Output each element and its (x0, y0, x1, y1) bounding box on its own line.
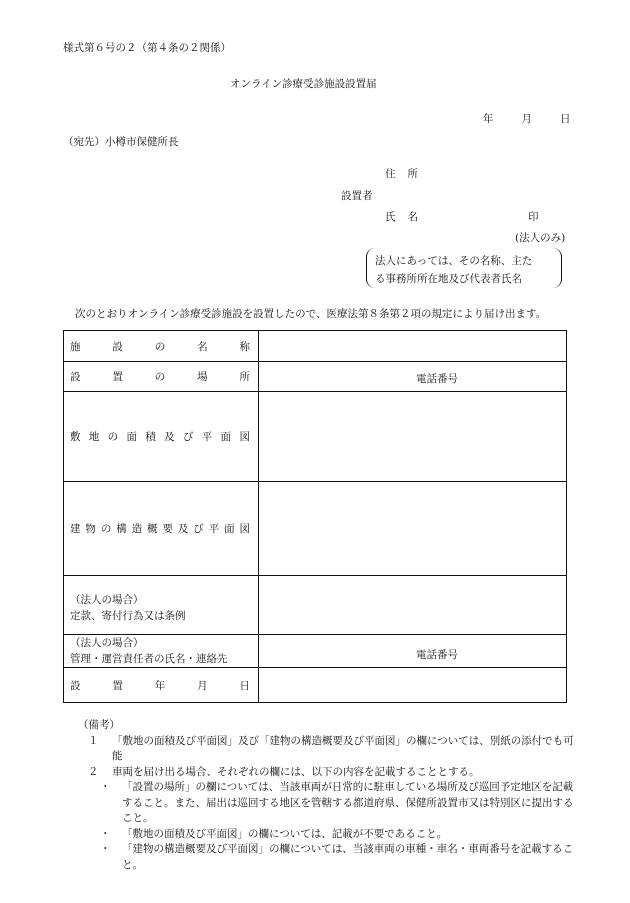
row-building-structure (64, 482, 567, 576)
label-char: 設 (112, 340, 123, 353)
row-articles (64, 576, 567, 635)
label-facility-name (64, 331, 259, 362)
label-char: 及 (177, 523, 189, 535)
label-char: び (182, 431, 194, 443)
corp-note-line2: る事務所所在地及び代表者氏名 (375, 273, 522, 285)
remark-text-1: 「敷地の面積及び平面図」及び「建物の構造概要及び平面図」の欄については、別紙の添付でも可能 (112, 734, 574, 762)
bullet-3: ・ (100, 843, 111, 855)
label-char: び (193, 523, 204, 535)
document-title: オンライン診療受診施設設置届 (230, 78, 377, 90)
label-char: 面 (126, 431, 137, 443)
corp-note-bracket (366, 248, 562, 288)
label-char: 構 (116, 523, 127, 535)
row-install-date (64, 668, 567, 703)
phone-label: 電話番号 (416, 373, 458, 385)
address-label: 住所 (385, 168, 430, 180)
input-manager[interactable] (259, 635, 567, 668)
input-site-area[interactable] (259, 392, 567, 482)
remark-number-2: ２ (88, 765, 99, 778)
label-char: 月 (197, 679, 208, 692)
remark-text-2: 車両を届け出る場合、それぞれの欄には、以下の内容を記載することとする。 (112, 765, 480, 778)
label-char: 地 (88, 431, 100, 443)
label-char: 図 (239, 523, 250, 535)
name-label: 氏名 (385, 211, 430, 223)
label-site-area (64, 392, 259, 482)
label-char: 建 (70, 523, 81, 535)
row-manager (64, 635, 567, 668)
label-char: 設 (70, 371, 81, 383)
label-char: 面 (224, 523, 235, 535)
articles-line1: （法人の場合） (70, 594, 144, 606)
label-char: 年 (154, 679, 166, 692)
articles-line2: 定款、寄付行為又は条例 (70, 610, 186, 622)
input-install-date[interactable] (259, 668, 567, 703)
label-char: 名 (197, 340, 208, 353)
label-building-structure (64, 482, 259, 576)
corp-only-note: (法人のみ) (515, 232, 566, 244)
remarks-heading: （備考） (78, 719, 120, 731)
label-char: の (154, 371, 166, 383)
manager-line1: （法人の場合） (70, 637, 144, 649)
label-char: 造 (131, 523, 143, 535)
remarks-section (70, 718, 580, 873)
label-char: 施 (70, 340, 81, 353)
row-facility-name (64, 331, 567, 362)
input-facility-name[interactable] (259, 331, 567, 362)
remark-sub-1 (100, 780, 580, 827)
label-char: の (100, 523, 112, 535)
input-articles[interactable] (259, 576, 567, 635)
label-char: 概 (147, 523, 158, 535)
applicant-label: 設置者 (341, 190, 373, 202)
label-char: の (154, 340, 166, 353)
label-char: 積 (145, 431, 156, 443)
manager-line2: 管理・運営責任者の氏名・連絡先 (70, 653, 228, 665)
corp-note-line1: 法人にあっては、その名称、主た (375, 255, 533, 267)
bullet-1: ・ (100, 781, 111, 793)
remark-item-1 (88, 734, 580, 765)
date-month: 月 (521, 113, 532, 125)
label-location (64, 362, 259, 392)
label-char: 日 (239, 679, 250, 692)
input-location[interactable] (259, 362, 567, 392)
label-char: 物 (85, 523, 96, 535)
label-articles (64, 576, 259, 635)
form-number: 様式第６号の２（第４条の２関係） (63, 42, 231, 54)
remark-item-2 (88, 765, 580, 781)
label-char: 平 (208, 523, 220, 535)
label-char: 置 (112, 371, 123, 383)
label-char: 平 (201, 431, 213, 443)
seal-mark: 印 (528, 211, 539, 223)
label-install-date (64, 668, 259, 703)
date-day: 日 (560, 113, 571, 125)
label-char: の (107, 431, 119, 443)
row-location (64, 362, 567, 392)
facility-form-table (63, 330, 567, 703)
date-line (483, 114, 571, 125)
remark-sub-text-2: 「敷地の面積及び平面図」の欄については、記載が不要であること。 (122, 827, 448, 840)
label-char: 図 (239, 431, 250, 443)
phone-label-2: 電話番号 (416, 649, 458, 661)
bullet-2: ・ (100, 827, 111, 840)
remark-sub-text-3: 「建物の構造概要及び平面図」の欄については、当該車両の車種・車名・車両番号を記載すること。 (122, 843, 574, 871)
row-site-area (64, 392, 567, 482)
label-char: 及 (164, 431, 175, 443)
label-char: 面 (220, 431, 232, 443)
remark-sub-2 (100, 827, 580, 843)
label-manager (64, 635, 259, 668)
label-char: 所 (239, 371, 250, 383)
label-char: 置 (112, 679, 123, 692)
label-char: 場 (197, 371, 208, 383)
date-year: 年 (483, 113, 494, 125)
remark-sub-text-1: 「設置の場所」の欄については、当該車両が日常的に駐車している場所及び巡回予定地区を記載すること。また、届出は巡回する地区を管轄する都道府県、保健所設置市又は特別区に提出すること。 (122, 781, 574, 824)
label-char: 敷 (70, 431, 81, 443)
label-char: 要 (162, 523, 173, 535)
remark-sub-3 (100, 842, 580, 873)
addressee: （宛先）小樽市保健所長 (63, 136, 179, 148)
intro-statement: 次のとおりオンライン診療受診施設を設置したので、医療法第８条第２項の規定により届け出ます。 (75, 308, 547, 320)
label-char: 設 (70, 679, 81, 692)
label-char: 称 (239, 340, 250, 353)
remark-number-1: １ (88, 734, 99, 747)
input-building-structure[interactable] (259, 482, 567, 576)
